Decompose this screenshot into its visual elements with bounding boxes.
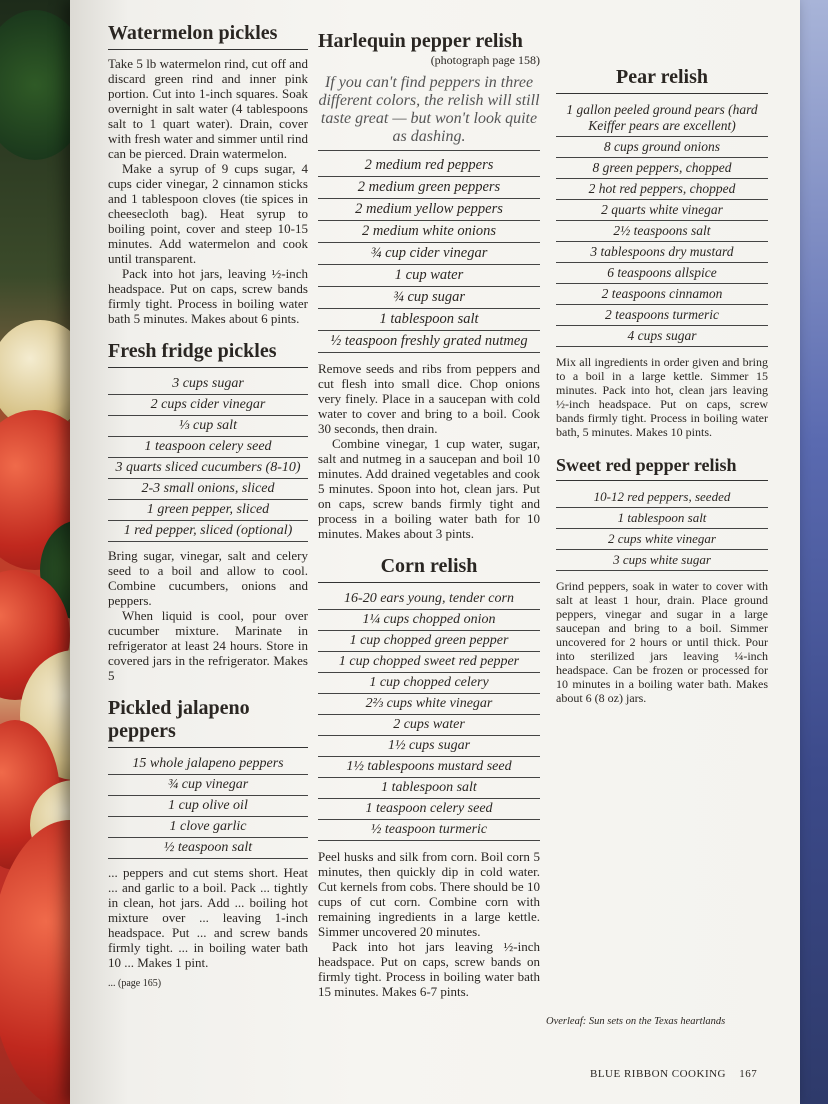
ingredient-item: 1 tablespoon salt bbox=[556, 508, 768, 529]
ingredient-item: 1 tablespoon salt bbox=[318, 778, 540, 799]
direction-paragraph: Combine vinegar, 1 cup water, sugar, salt and nutmeg in a saucepan and boil 10 minutes. Add drained vegetables and cook 5 minutes. Spoon into hot, clean jars. Put on caps, screw bands firmly tight and process in a boiling water bath for 10 minutes. Makes about 3 pints. bbox=[318, 436, 540, 541]
ingredient-item: 6 teaspoons allspice bbox=[556, 263, 768, 284]
recipe-title: Pickled jalapeno peppers bbox=[108, 697, 308, 748]
ingredient-list bbox=[108, 374, 308, 542]
cookbook-page bbox=[70, 0, 800, 1104]
direction-paragraph: Bring sugar, vinegar, salt and celery seed to a boil and allow to cool. Combine cucumbers, onions and peppers. bbox=[108, 548, 308, 608]
ingredient-item: 1 clove garlic bbox=[108, 817, 308, 838]
ingredient-item: ½ teaspoon turmeric bbox=[318, 820, 540, 841]
ingredient-item: 2 hot red peppers, chopped bbox=[556, 179, 768, 200]
recipe-directions bbox=[556, 579, 768, 705]
ingredient-item: 1 green pepper, sliced bbox=[108, 500, 308, 521]
photo-reference: (photograph page 158) bbox=[430, 53, 540, 67]
ingredient-item: 1 cup olive oil bbox=[108, 796, 308, 817]
page-number: 167 bbox=[739, 1068, 758, 1080]
recipe-directions bbox=[108, 548, 308, 683]
ingredient-item: 3 cups sugar bbox=[108, 374, 308, 395]
ingredient-item: 1½ tablespoons mustard seed bbox=[318, 757, 540, 778]
recipe-title: Harlequin pepper relish bbox=[318, 30, 523, 52]
ingredient-item: 1 teaspoon celery seed bbox=[108, 437, 308, 458]
direction-paragraph: Mix all ingredients in order given and bring to a boil in a large kettle. Simmer 15 minutes. Pack into hot, clean jars leaving ½-inch headspace. Put on caps, screw bands firmly tight. Process in boiling water bath, 5 minutes. Makes 10 pints. bbox=[556, 355, 768, 439]
recipe-fresh-fridge-pickles bbox=[108, 340, 308, 683]
recipe-directions bbox=[556, 355, 768, 439]
ingredient-item: 3 cups white sugar bbox=[556, 550, 768, 571]
ingredient-item: 8 green peppers, chopped bbox=[556, 158, 768, 179]
ingredient-item: 1 cup water bbox=[318, 265, 540, 287]
recipe-sweet-red-pepper-relish bbox=[556, 455, 768, 705]
recipe-title: Sweet red pepper relish bbox=[556, 455, 768, 481]
direction-paragraph: Pack into hot jars leaving ½-inch headspace. Put on caps, screw bands on firmly tight. Process in boiling water bath 15 minutes. Makes 6-7 pints. bbox=[318, 939, 540, 999]
ingredient-item: 1¼ cups chopped onion bbox=[318, 610, 540, 631]
ingredient-item: 15 whole jalapeno peppers bbox=[108, 754, 308, 775]
ingredient-item: 1 gallon peeled ground pears (hard Keiffer pears are excellent) bbox=[556, 100, 768, 137]
page-footer bbox=[590, 1068, 757, 1080]
ingredient-item: 2½ teaspoons salt bbox=[556, 221, 768, 242]
ingredient-item: 1 red pepper, sliced (optional) bbox=[108, 521, 308, 542]
ingredient-item: 2 medium white onions bbox=[318, 221, 540, 243]
recipe-directions bbox=[318, 361, 540, 541]
recipe-corn-relish bbox=[318, 555, 540, 999]
ingredient-item: 2 medium green peppers bbox=[318, 177, 540, 199]
ingredient-list bbox=[108, 754, 308, 859]
ingredient-item: 1 cup chopped celery bbox=[318, 673, 540, 694]
ingredient-item: 1 teaspoon celery seed bbox=[318, 799, 540, 820]
overleaf-caption: Overleaf: Sun sets on the Texas heartlands bbox=[546, 1016, 726, 1027]
recipe-title: Corn relish bbox=[318, 555, 540, 583]
direction-paragraph: Remove seeds and ribs from peppers and cut flesh into small dice. Chop onions very finely. Place in a saucepan with cold water to cover and bring to a boil. Cook 30 seconds, then drain. bbox=[318, 361, 540, 436]
direction-paragraph: Peel husks and silk from corn. Boil corn 5 minutes, then quickly dip in cold water. Cut kernels from cobs. There should be 10 cups of cut corn. Combine corn with remaining ingredients in a large kettle. Simmer uncovered 20 minutes. bbox=[318, 849, 540, 939]
ingredient-item: 1 cup chopped sweet red pepper bbox=[318, 652, 540, 673]
ingredient-item: 1½ cups sugar bbox=[318, 736, 540, 757]
ingredient-item: ⅓ cup salt bbox=[108, 416, 308, 437]
direction-paragraph: ... peppers and cut stems short. Heat ... and garlic to a boil. Pack ... tightly in clean, hot jars. Add ... boiling hot mixture over ... leaving 1-inch headspace. Put ... and screw bands firmly tight. ... in boiling water bath 10 ... Makes 1 pint. bbox=[108, 865, 308, 970]
ingredient-list bbox=[318, 155, 540, 353]
ingredient-item: 10-12 red peppers, seeded bbox=[556, 487, 768, 508]
ingredient-item: ½ teaspoon freshly grated nutmeg bbox=[318, 331, 540, 353]
ingredient-item: 1 tablespoon salt bbox=[318, 309, 540, 331]
ingredient-list bbox=[556, 100, 768, 347]
ingredient-list bbox=[556, 487, 768, 571]
ingredient-item: ½ teaspoon salt bbox=[108, 838, 308, 859]
recipe-title: Pear relish bbox=[556, 66, 768, 94]
ingredient-item: 2 quarts white vinegar bbox=[556, 200, 768, 221]
ingredient-item: 2 cups cider vinegar bbox=[108, 395, 308, 416]
ingredient-item: 4 cups sugar bbox=[556, 326, 768, 347]
recipe-harlequin-pepper-relish bbox=[318, 30, 540, 541]
ingredient-item: 2 teaspoons cinnamon bbox=[556, 284, 768, 305]
ingredient-item: 2 cups white vinegar bbox=[556, 529, 768, 550]
recipe-watermelon-pickles bbox=[108, 22, 308, 326]
recipe-pickled-jalapeno-peppers bbox=[108, 697, 308, 989]
ingredient-item: ¾ cup sugar bbox=[318, 287, 540, 309]
direction-paragraph: Pack into hot jars, leaving ½-inch headspace. Put on caps, screw bands firmly tight. Process in boiling water bath 5 minutes. Makes about 6 pints. bbox=[108, 266, 308, 326]
recipe-pear-relish bbox=[556, 66, 768, 439]
book-title: BLUE RIBBON COOKING bbox=[590, 1068, 726, 1080]
column-left bbox=[108, 22, 308, 989]
ingredient-item: ¾ cup cider vinegar bbox=[318, 243, 540, 265]
column-middle bbox=[318, 30, 540, 999]
ingredient-item: 2 medium red peppers bbox=[318, 155, 540, 177]
direction-paragraph: Take 5 lb watermelon rind, cut off and discard green rind and inner pink portion. Cut into 1-inch squares. Soak overnight in salt water (4 tablespoons salt to 1 quart water). Drain, cover with fresh water and simmer until rind can be pierced. Drain watermelon. bbox=[108, 56, 309, 161]
ingredient-item: ¾ cup vinegar bbox=[108, 775, 308, 796]
ingredient-item: 2 cups water bbox=[318, 715, 540, 736]
recipe-title: Watermelon pickles bbox=[108, 22, 308, 50]
photo-reference: ... (page 165) bbox=[108, 978, 162, 989]
recipe-note: If you can't find peppers in three different colors, the relish will still taste great — but won't look quite as dashing. bbox=[318, 74, 540, 151]
recipe-directions bbox=[108, 56, 308, 326]
ingredient-item: 16-20 ears young, tender corn bbox=[318, 589, 540, 610]
column-right bbox=[556, 66, 768, 705]
ingredient-item: 3 tablespoons dry mustard bbox=[556, 242, 768, 263]
ingredient-item: 3 quarts sliced cucumbers (8-10) bbox=[108, 458, 308, 479]
ingredient-item: 2⅔ cups white vinegar bbox=[318, 694, 540, 715]
ingredient-item: 8 cups ground onions bbox=[556, 137, 768, 158]
direction-paragraph: Grind peppers, soak in water to cover with salt at least 1 hour, drain. Place ground peppers, vinegar and sugar in a large saucepan and bring to a boil. Simmer uncovered for 2 hours or until thick. Pour into sterilized jars leaving ¼-inch headspace. Can be frozen or processed for 10 minutes in a boiling water bath. Makes about 6 (8 oz) jars. bbox=[556, 579, 768, 705]
direction-paragraph: When liquid is cool, pour over cucumber mixture. Marinate in refrigerator at least 24 hours. Store in covered jars in the refrigerator. Makes 5 bbox=[108, 608, 308, 683]
ingredient-item: 2-3 small onions, sliced bbox=[108, 479, 308, 500]
recipe-title: Fresh fridge pickles bbox=[108, 340, 308, 368]
direction-paragraph: Make a syrup of 9 cups sugar, 4 cups cider vinegar, 2 cinnamon sticks and 1 tablespoon cloves (tie spices in cheesecloth bag). Heat syrup to boiling point, cover and steep 10-15 minutes. Add watermelon and cook until transparent. bbox=[108, 161, 308, 266]
ingredient-item: 1 cup chopped green pepper bbox=[318, 631, 540, 652]
ingredient-list bbox=[318, 589, 540, 841]
recipe-directions bbox=[108, 865, 308, 970]
recipe-directions bbox=[318, 849, 540, 999]
ingredient-item: 2 teaspoons turmeric bbox=[556, 305, 768, 326]
ingredient-item: 2 medium yellow peppers bbox=[318, 199, 540, 221]
